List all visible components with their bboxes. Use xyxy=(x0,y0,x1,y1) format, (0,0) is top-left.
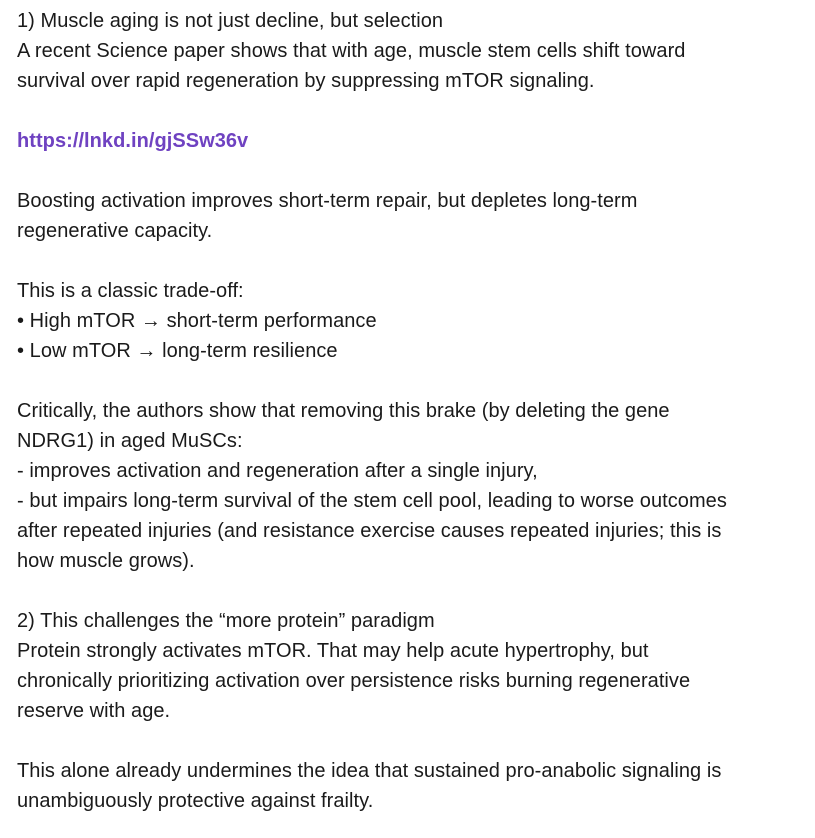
critical-line-3: - improves activation and regeneration after a single injury, xyxy=(17,460,538,482)
protein-line-2: chronically prioritizing activation over persistence risks burning regenerative xyxy=(17,670,691,692)
conclusion-line-1: This alone already undermines the idea that sustained pro-anabolic signaling is xyxy=(17,760,722,782)
boost-line-1: Boosting activation improves short-term repair, but depletes long-term xyxy=(17,190,638,212)
paragraph-gap xyxy=(17,576,815,606)
tradeoff-item-high: • High mTOR → short-term performance xyxy=(17,310,377,332)
section-1-heading: 1) Muscle aging is not just decline, but selection xyxy=(17,10,444,32)
intro-line-1: A recent Science paper shows that with age, muscle stem cells shift toward xyxy=(17,40,686,62)
protein-line-3: reserve with age. xyxy=(17,700,171,722)
protein-line-1: Protein strongly activates mTOR. That may help acute hypertrophy, but xyxy=(17,640,649,662)
tradeoff-heading: This is a classic trade-off: xyxy=(17,280,244,302)
critical-line-4: - but impairs long-term survival of the stem cell pool, leading to worse outcomes xyxy=(17,490,727,512)
critical-line-5: after repeated injuries (and resistance exercise causes repeated injuries; this is xyxy=(17,520,722,542)
boost-line-2: regenerative capacity. xyxy=(17,220,213,242)
paragraph-gap xyxy=(17,246,815,276)
tradeoff-item-low: • Low mTOR → long-term resilience xyxy=(17,340,338,362)
critical-line-6: how muscle grows). xyxy=(17,550,195,572)
paragraph-gap xyxy=(17,366,815,396)
conclusion-line-2: unambiguously protective against frailty. xyxy=(17,790,374,812)
section-2-heading: 2) This challenges the “more protein” paradigm xyxy=(17,610,435,632)
intro-line-2: survival over rapid regeneration by suppressing mTOR signaling. xyxy=(17,70,595,92)
critical-line-2: NDRG1) in aged MuSCs: xyxy=(17,430,243,452)
paper-link[interactable]: https://lnkd.in/gjSSw36v xyxy=(17,130,249,152)
paragraph-gap xyxy=(17,156,815,186)
paragraph-gap xyxy=(17,726,815,756)
critical-line-1: Critically, the authors show that removing this brake (by deleting the gene xyxy=(17,400,670,422)
paragraph-gap xyxy=(17,96,815,126)
